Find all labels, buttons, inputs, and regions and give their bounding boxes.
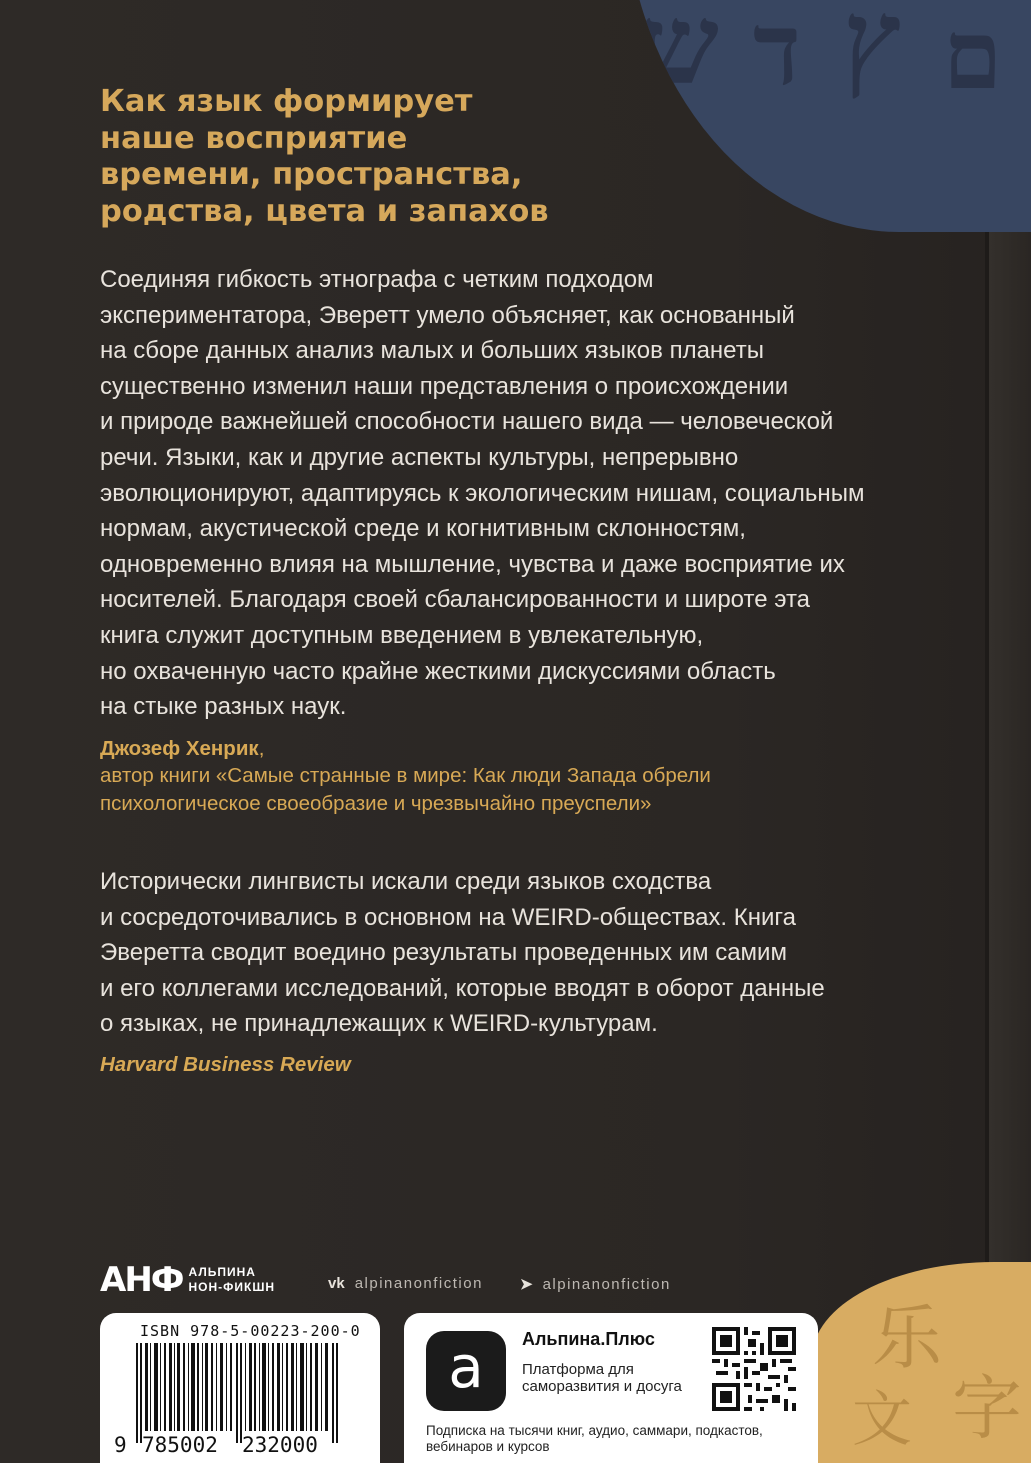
text-line: Соединяя гибкость этнографа с четким подходом — [100, 266, 654, 293]
text-line: существенно изменил наши представления о происхождении — [100, 372, 789, 400]
quote-source: Harvard Business Review — [100, 1053, 351, 1076]
text-line: и сосредоточивались в основном на WEIRD-обществах. Книга — [100, 903, 796, 931]
text-line: и его коллегами исследований, которые вводят в оборот данные — [100, 974, 825, 1002]
text-line: эволюционируют, адаптируясь к экологическим нишам, социальным — [100, 479, 865, 507]
text-line: Эверетта сводит воедино результаты проведенных им самим — [100, 939, 787, 967]
author-credit-line: психологическое своеобразие и чрезвычайно преуспели» — [100, 792, 652, 815]
vk-link[interactable] — [328, 1275, 483, 1292]
isbn-barcode — [100, 1313, 380, 1463]
review-quote-hbr — [100, 864, 825, 1042]
barcode-digits-right: 232000 — [242, 1433, 318, 1457]
text-line: о языках, не принадлежащих к WEIRD-культурам. — [100, 1010, 658, 1038]
author-comma: , — [258, 737, 265, 760]
author-credit-line: автор книги «Самые странные в мире: Как люди Запада обрели — [100, 764, 711, 787]
publisher-name-line: АЛЬПИНА — [188, 1265, 256, 1279]
publisher-name — [189, 1265, 276, 1295]
headline-line: времени, пространства, — [100, 157, 523, 192]
alpina-plus-ad[interactable] — [404, 1313, 818, 1463]
headline — [100, 84, 660, 230]
text-line: на стыке разных наук. — [100, 693, 347, 721]
barcode-digit-first: 9 — [114, 1433, 127, 1457]
alpina-plus-app-icon — [426, 1331, 506, 1411]
barcode-bars — [136, 1343, 344, 1443]
telegram-link[interactable] — [520, 1275, 671, 1293]
ad-title: Альпина.Плюс — [522, 1329, 655, 1349]
text-line: экспериментатора, Эверетт умело объясняет, как основанный — [100, 301, 795, 329]
quote-author — [100, 737, 264, 761]
barcode-digits-left: 785002 — [142, 1433, 218, 1457]
qr-code-icon[interactable] — [712, 1327, 796, 1411]
text-line: нормам, акустической среде и когнитивным склонностям, — [100, 515, 746, 543]
text-line: Исторически лингвисты искали среди языков сходства — [100, 868, 712, 895]
gold-ornament: 乐 字 文 — [812, 1262, 1031, 1463]
text-line: но охваченную часто крайне жесткими дискуссиями область — [100, 657, 776, 685]
text-line: на сборе данных анализ малых и больших языков планеты — [100, 337, 764, 365]
vk-handle: alpinanonfiction — [354, 1275, 483, 1292]
publisher-logo[interactable] — [100, 1262, 275, 1298]
author-credit — [100, 762, 711, 818]
headline-line: Как язык формирует — [100, 84, 473, 119]
review-quote-henrich — [100, 262, 864, 725]
headline-line: родства, цвета и запахов — [100, 193, 549, 229]
text-line: и природе важнейшей способности нашего вида — человеческой — [100, 408, 834, 436]
publisher-mark: АНФ — [100, 1260, 183, 1300]
ad-subtitle: Платформа для саморазвития и досуга — [522, 1361, 682, 1395]
app-icon-letter: a — [448, 1333, 484, 1401]
text-line: одновременно влияя на мышление, чувства и даже восприятие их — [100, 550, 845, 578]
text-line: речи. Языки, как и другие аспекты культуры, непрерывно — [100, 443, 739, 471]
ad-footer: Подписка на тысячи книг, аудио, саммари, подкастов, вебинаров и курсов — [426, 1423, 763, 1454]
telegram-icon: ➤ — [520, 1276, 533, 1293]
headline-line: наше восприятие — [100, 120, 408, 156]
vk-icon: vk — [328, 1275, 345, 1292]
isbn-label: ISBN 978-5-00223-200-0 — [140, 1322, 361, 1340]
blue-ornament: ש ד ץ ם — [623, 0, 1031, 232]
telegram-handle: alpinanonfiction — [542, 1275, 671, 1293]
author-name: Джозеф Хенрик — [100, 737, 259, 760]
text-line: носителей. Благодаря своей сбалансированности и широте эта — [100, 586, 811, 614]
text-line: книга служит доступным введением в увлекательную, — [100, 621, 704, 649]
publisher-name-line: НОН-ФИКШН — [188, 1280, 276, 1294]
